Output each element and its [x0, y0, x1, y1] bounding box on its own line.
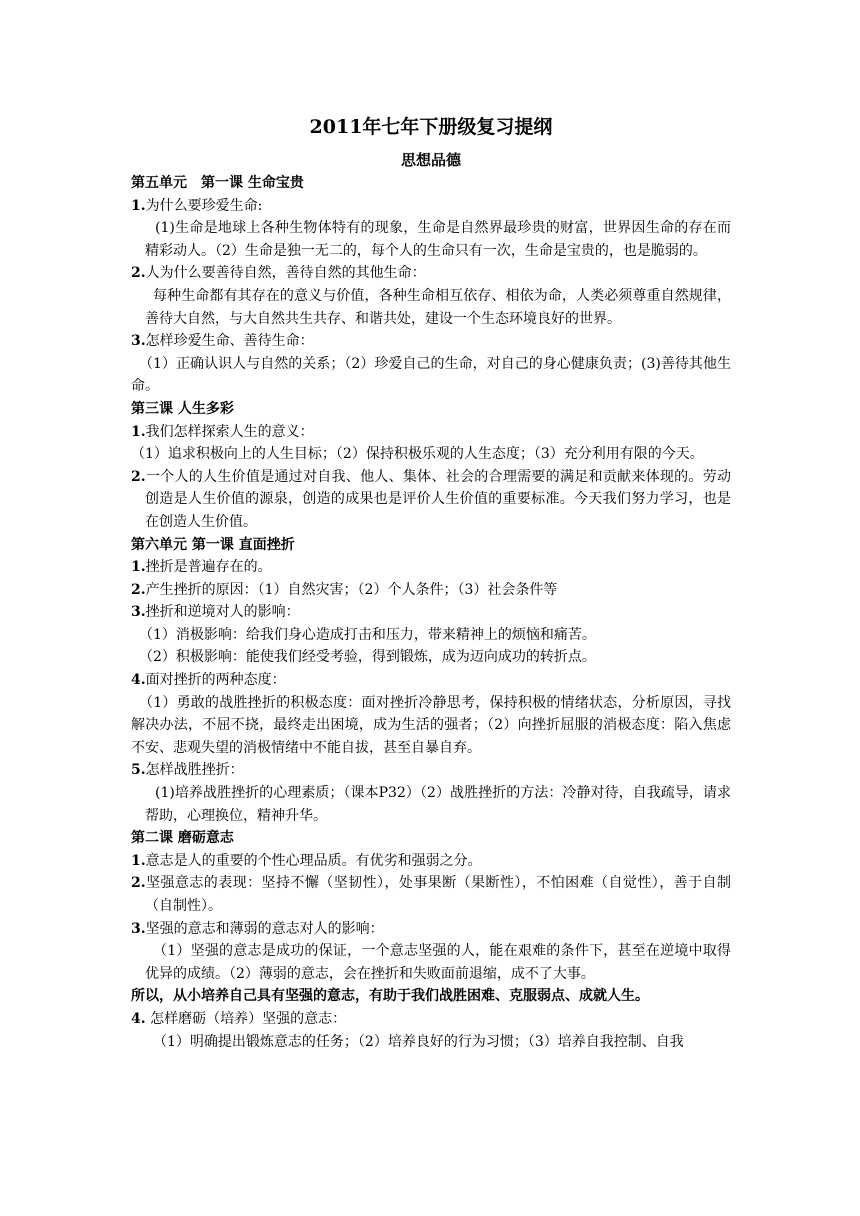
answer-text: 每种生命都有其存在的意义与价值，各种生命相互依存、相依为命，人类必须尊重自然规律，善待大自然，与大自然共生共存、和谐共处，建设一个生态环境良好的世界。: [145, 287, 731, 327]
question-text: 一个人的人生价值是通过对自我、他人、集体、社会的合理需要的满足和贡献来体现的。劳动创造是人生价值的源泉，创造的成果也是评价人生价值的重要标准。今天我们努力学习，也是在创造人生价值。: [145, 468, 731, 530]
answer-text: （2）积极影响：能使我们经受考验，得到锻炼，成为迈向成功的转折点。: [139, 649, 596, 666]
answer-text: （1）明确提出锻炼意志的任务；（2）培养良好的行为习惯；（3）培养自我控制、自我: [153, 1033, 684, 1050]
question-text: 怎样战胜挫折：: [145, 762, 244, 779]
question: [131, 330, 731, 353]
question-number: 1.: [131, 197, 146, 214]
question-text: 怎样磨砺（培养）坚强的意志：: [145, 1010, 347, 1027]
question-text: 挫折和逆境对人的影响：: [145, 604, 300, 621]
question: [131, 918, 731, 941]
question: [131, 466, 731, 534]
section-heading: 第六单元 第一课 直面挫折: [131, 536, 295, 553]
document-page: [131, 112, 731, 1053]
section-heading: 第三课 人生多彩: [131, 400, 234, 417]
answer-text: (1)培养战胜挫折的心理素质；（课本P32）（2）战胜挫折的方法：冷静对待，自我疏导，请求帮助，心理换位，精神升华。: [145, 785, 731, 824]
question-number: 3.: [131, 604, 146, 621]
answer-text: （1）坚强的意志是成功的保证，一个意志坚强的人，能在艰难的条件下，甚至在逆境中取得优异的成绩。（2）薄弱的意志，会在挫折和失败面前退缩，成不了大事。: [145, 943, 731, 982]
question-number: 2.: [131, 468, 146, 485]
question: [131, 850, 731, 873]
section-heading: 第二课 磨砺意志: [131, 830, 234, 847]
document-title: 2011年七年下册级复习提纲: [309, 116, 553, 138]
question: [131, 759, 731, 782]
answer-text: （1）消极影响：给我们身心造成打击和压力，带来精神上的烦恼和痛苦。: [139, 626, 596, 643]
answer-text: （1）勇敢的战胜挫折的积极态度：面对挫折冷静思考，保持积极的情绪状态，分析原因，寻找解决办法，不屈不挠，最终走出困境，成为生活的强者；（2）向挫折屈服的消极态度：陷入焦虑不安、悲观失望的消极情绪中不能自拔，甚至自暴自弃。: [131, 694, 731, 756]
question-text: 产生挫折的原因：（1）自然灾害；（2）个人条件；（3）社会条件等: [145, 581, 558, 598]
question-text: 面对挫折的两种态度：: [145, 672, 286, 689]
question-number: 1.: [131, 559, 146, 576]
question: [131, 579, 731, 602]
question-number: 2.: [131, 581, 146, 598]
question-number: 4.: [131, 672, 146, 689]
document-subtitle: 思想品德: [400, 151, 461, 169]
question-text: 为什么要珍爱生命:: [145, 197, 263, 214]
question: [131, 669, 731, 692]
answer-text: （1）追求积极向上的人生目标；（2）保持积极乐观的人生态度；（3）充分利用有限的今天。: [131, 446, 704, 463]
question-text: 我们怎样探索人生的意义：: [145, 423, 314, 440]
section-heading: 第五单元 第一课 生命宝贵: [131, 175, 304, 191]
answer-text: (1)生命是地球上各种生物体特有的现象，生命是自然界最珍贵的财富，世界因生命的存在而精彩动人。（2）生命是独一无二的，每个人的生命只有一次，生命是宝贵的，也是脆弱的。: [145, 220, 731, 259]
question-number: 2.: [131, 265, 146, 282]
question-number: 2.: [131, 875, 146, 892]
question: [131, 1008, 731, 1031]
question: [131, 872, 731, 917]
question: [131, 262, 731, 285]
question-text: 人为什么要善待自然，善待自然的其他生命：: [145, 265, 426, 282]
answer-text: （1）正确认识人与自然的关系；（2）珍爱自己的生命，对自己的身心健康负责；(3)善待其他生命。: [131, 355, 731, 395]
question-text: 意志是人的重要的个性心理品质。有优劣和强弱之分。: [145, 852, 482, 869]
question-number: 3.: [131, 920, 146, 937]
question: [131, 601, 731, 624]
question: [131, 556, 731, 579]
question-text: 坚强的意志和薄弱的意志对人的影响：: [145, 920, 384, 937]
bold-conclusion: 所以，从小培养自己具有坚强的意志，有助于我们战胜困难、克服弱点、成就人生。: [131, 988, 649, 1005]
question: [131, 421, 731, 444]
question: [131, 195, 731, 218]
question-text: 挫折是普遍存在的。: [145, 559, 272, 576]
question-number: 4.: [131, 1010, 146, 1027]
question-number: 1.: [131, 423, 146, 440]
question-number: 5.: [131, 762, 146, 779]
question-number: 1.: [131, 852, 146, 869]
question-text: 坚强意志的表现：坚持不懈（坚韧性），处事果断（果断性），不怕困难（自觉性），善于自制（自制性）。: [145, 875, 731, 914]
question-number: 3.: [131, 333, 146, 350]
question-text: 怎样珍爱生命、善待生命：: [145, 333, 314, 350]
